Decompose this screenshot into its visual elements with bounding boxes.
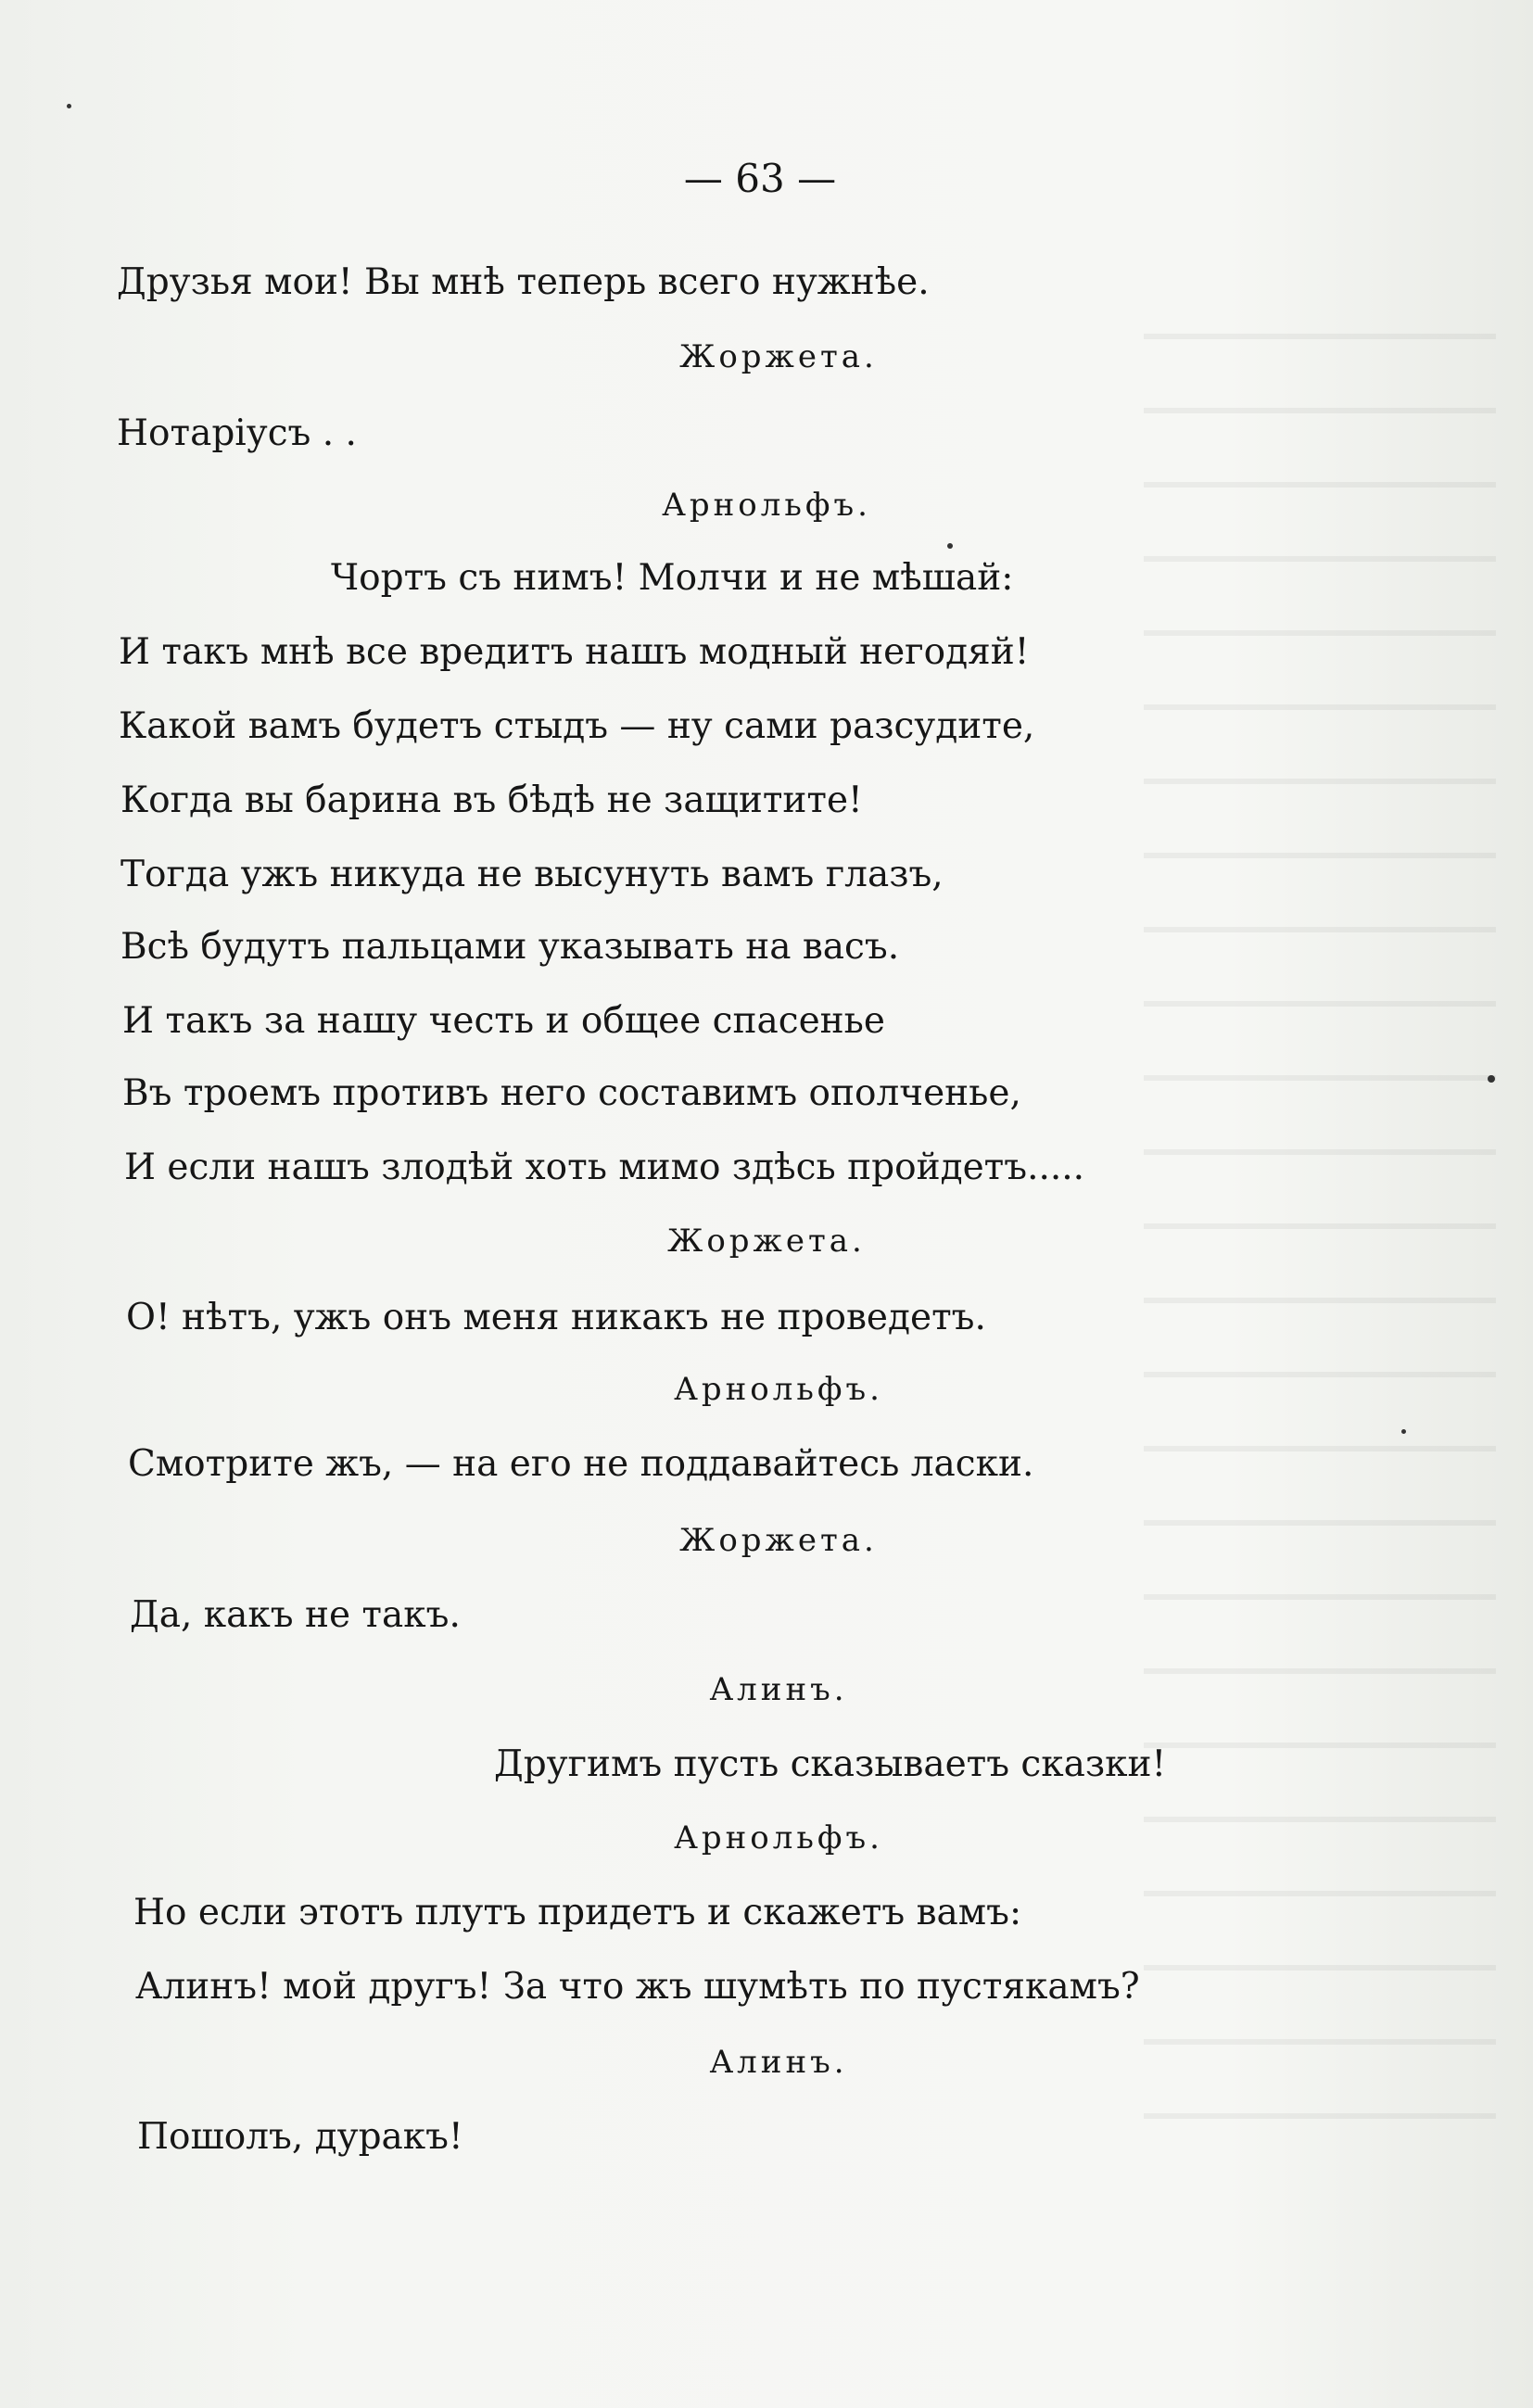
ink-speck: [67, 104, 71, 108]
verse-line: Всѣ будутъ пальцами указывать на васъ.: [120, 926, 900, 968]
verse-line: Какой вамъ будетъ стыдъ — ну сами разсудите,: [119, 705, 1035, 747]
speaker-name: Арнольфъ.: [674, 1819, 883, 1857]
verse-line: Нотаріусъ . .: [117, 412, 357, 454]
speaker-name: Алинъ.: [709, 1671, 848, 1708]
verse-line: И такъ мнѣ все вредитъ нашъ модный негодяй!: [119, 631, 1030, 673]
speaker-name: Арнольфъ.: [662, 487, 871, 524]
verse-line: Другимъ пусть сказываетъ сказки!: [494, 1743, 1167, 1785]
verse-line: Смотрите жъ, — на его не поддавайтесь ласки.: [128, 1443, 1034, 1485]
verse-line: О! нѣтъ, ужъ онъ меня никакъ не проведетъ.: [126, 1297, 986, 1338]
verse-line: Но если этотъ плутъ придетъ и скажетъ вамъ:: [133, 1892, 1022, 1933]
page-number: — 63 —: [683, 156, 837, 201]
speaker-name: Жоржета.: [679, 1522, 878, 1559]
show-through-text: [1144, 278, 1496, 2132]
verse-line: Пошолъ, дуракъ!: [137, 2116, 463, 2158]
speaker-name: Арнольфъ.: [674, 1371, 883, 1408]
verse-line: Алинъ! мой другъ! За что жъ шумѣть по пустякамъ?: [135, 1966, 1140, 2008]
speaker-name: Жоржета.: [679, 338, 878, 375]
ink-speck: [947, 543, 953, 549]
ink-speck: [1401, 1429, 1406, 1434]
verse-line: И такъ за нашу честь и общее спасенье: [122, 1000, 885, 1042]
verse-line: Тогда ужъ никуда не высунуть вамъ глазъ,: [120, 854, 944, 895]
speaker-name: Жоржета.: [667, 1223, 866, 1260]
verse-line: Чортъ съ нимъ! Молчи и не мѣшай:: [331, 557, 1014, 599]
ink-speck: [1488, 1075, 1495, 1083]
verse-line: Когда вы барина въ бѣдѣ не защитите!: [120, 779, 863, 821]
speaker-name: Алинъ.: [709, 2044, 848, 2081]
verse-line: И если нашъ злодѣй хоть мимо здѣсь пройдетъ.....: [124, 1147, 1085, 1188]
verse-line: Да, какъ не такъ.: [130, 1594, 461, 1636]
verse-line: Въ троемъ противъ него составимъ ополченье,: [122, 1072, 1021, 1114]
verse-line: Друзья мои! Вы мнѣ теперь всего нужнѣе.: [117, 261, 930, 303]
